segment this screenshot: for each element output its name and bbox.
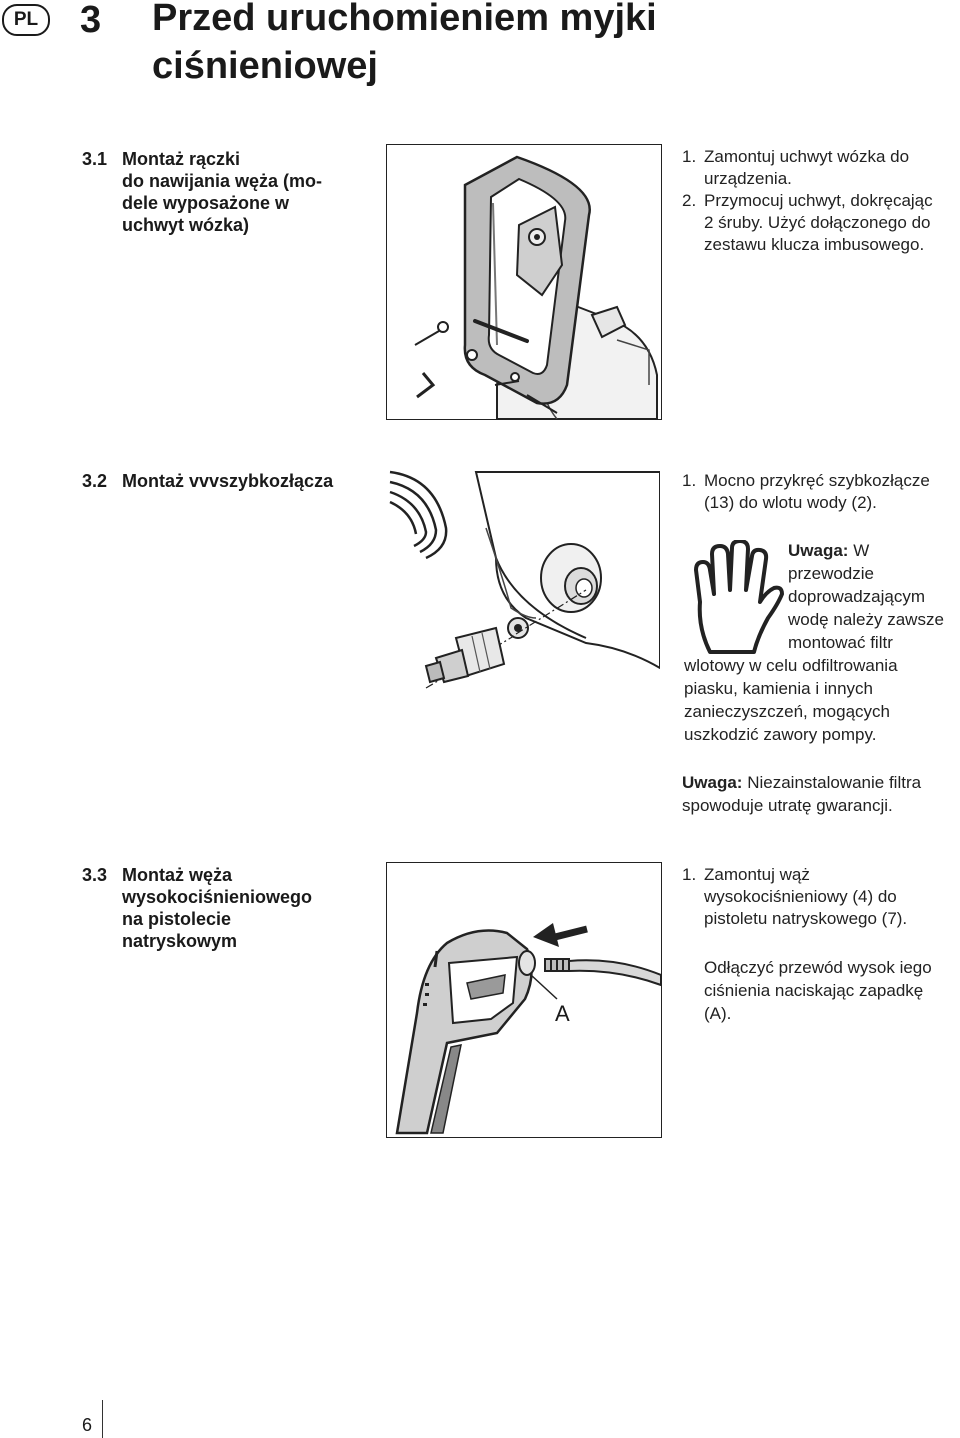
- chapter-number: 3: [80, 0, 102, 41]
- chapter-title: Przed uruchomieniem myjki ciśnieniowej: [152, 0, 657, 87]
- handle-illustration: [387, 145, 661, 419]
- section-3-2-title: Montaż vvvszybkozłącza: [122, 471, 334, 491]
- section-3-3-steps: [682, 864, 944, 930]
- section-3-1-number: 3.1: [82, 149, 108, 169]
- figure-quick-connector: [386, 468, 660, 748]
- figure-handle-mounting: [386, 144, 662, 420]
- step-item: 2. Przymocuj uchwyt, dokręcając 2 śruby. Użyć dołączonego do zestawu klucza imbusowego.: [682, 191, 933, 254]
- note-body: Niezainstalowanie filtra spowoduje utratę gwarancji.: [682, 773, 922, 815]
- figure-label-a: A: [555, 1001, 570, 1026]
- spray-gun-illustration: [387, 863, 661, 1137]
- disconnect-instruction: Odłączyć przewód wysok iego ciśnienia naciskając zapadkę (A).: [704, 958, 932, 1023]
- footer-divider: [102, 1400, 103, 1438]
- warning-text: [684, 539, 954, 746]
- step-item: 1. Mocno przykręć szybkozłącze (13) do wlotu wody (2).: [682, 471, 930, 512]
- step-item: 1. Zamontuj uchwyt wózka do urządzenia.: [682, 147, 910, 188]
- language-badge: PL: [2, 4, 50, 36]
- section-3-2-number: 3.2: [82, 471, 108, 491]
- figure-spray-gun: [386, 862, 662, 1138]
- step-item: 1. Zamontuj wąż wysokociśnieniowy (4) do pistoletu natryskowego (7).: [682, 865, 908, 928]
- section-3-3-number: 3.3: [82, 865, 108, 885]
- warning-label: Uwaga:: [788, 541, 849, 560]
- guarantee-note: [682, 771, 954, 817]
- warning-body: W przewodzie doprowadzającym wodę należy zawsze montować filtr wlotowy w celu odfiltrowania piasku, kamienia i innych zanieczyszczeń, mogących uszkodzić zawory pompy.: [684, 541, 944, 744]
- page-number: 6: [82, 1415, 93, 1435]
- section-3-3-title: Montaż węża wysokociśnieniowego na pistolecie natryskowym: [122, 865, 313, 951]
- section-3-1-steps: [682, 146, 944, 256]
- section-3-1-title: Montaż rączki do nawijania węża (mo- dele wyposażone w uchwyt wózka): [122, 149, 323, 235]
- quick-connector-illustration: [386, 468, 660, 748]
- note-label: Uwaga:: [682, 773, 743, 792]
- section-3-2-steps: [682, 470, 944, 514]
